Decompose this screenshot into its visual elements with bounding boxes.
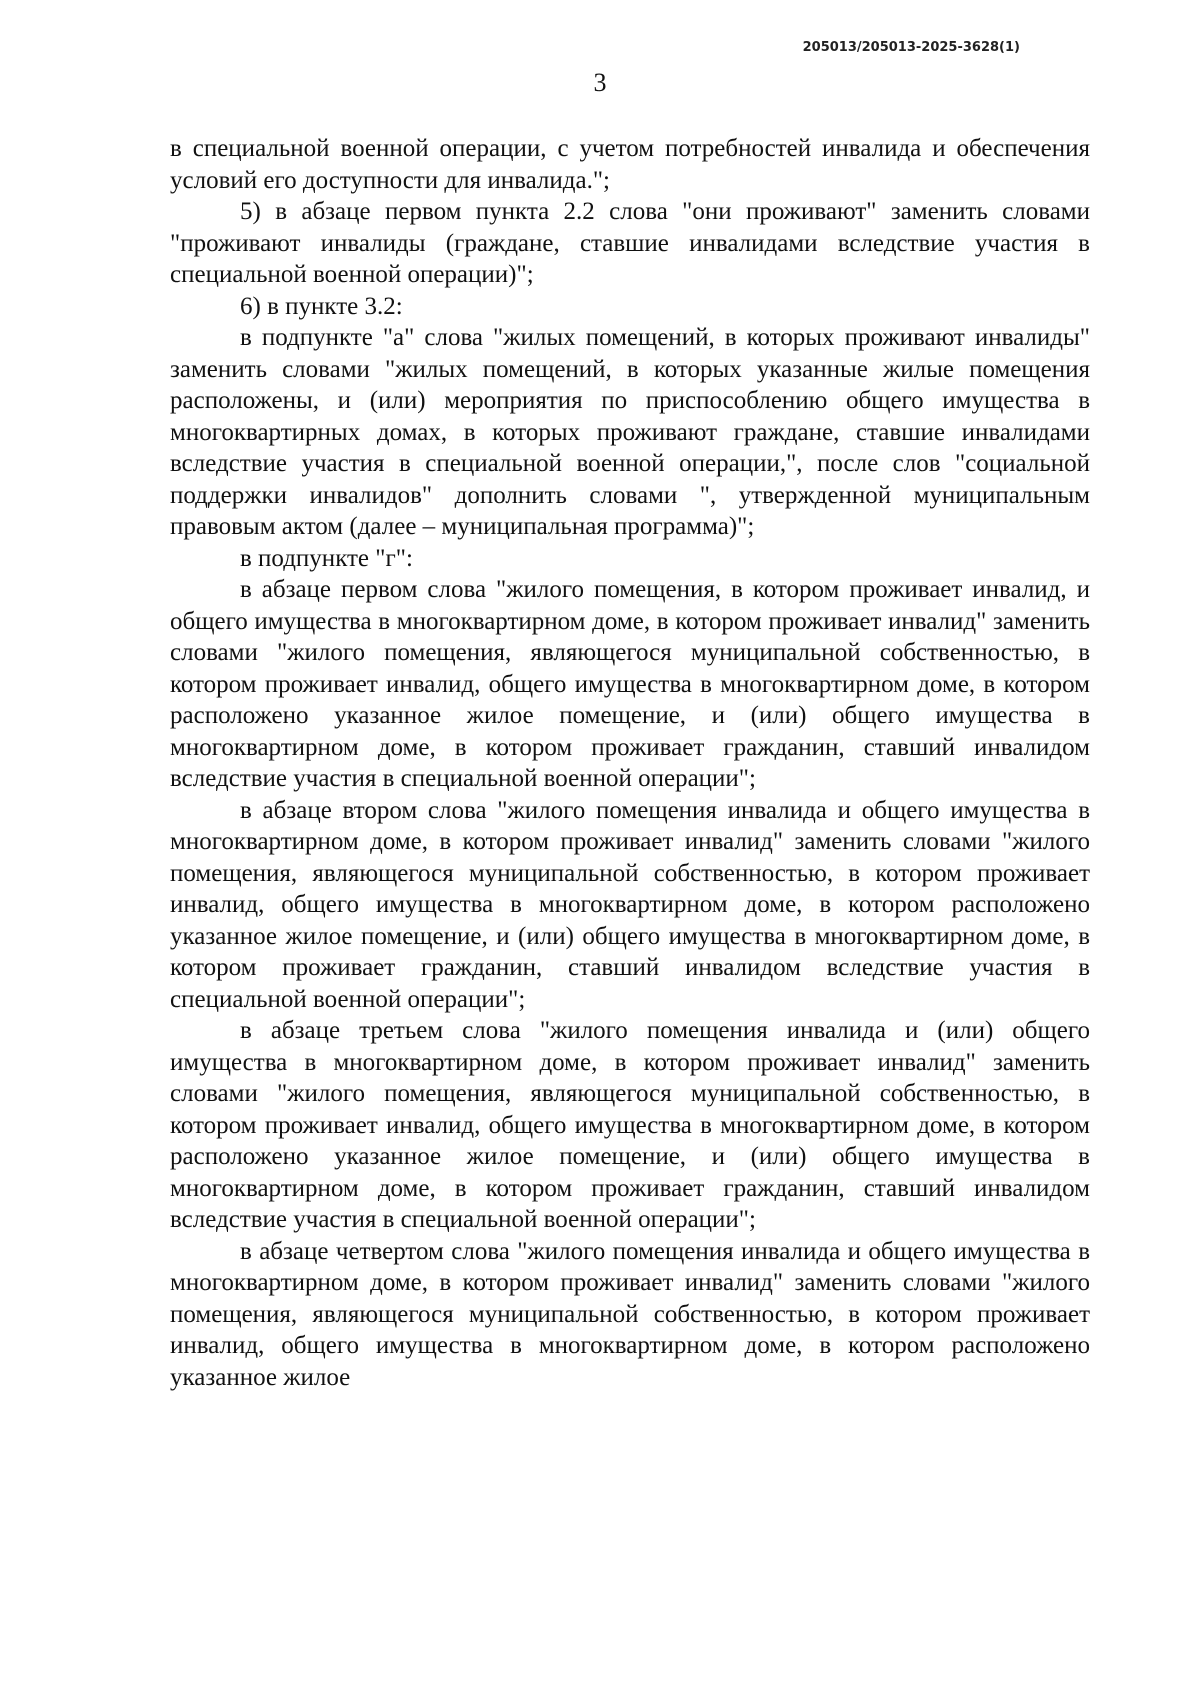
page-number: 3	[593, 68, 607, 97]
paragraph-3: в подпункте "а" слова "жилых помещений, в которых проживают инвалиды" заменить словами "жилых помещений, в которых указанные жилые помещения расположены, и (или) мероприятия по приспособлению общего имущества в многоквартирных домах, в которых проживают граждане, ставшие инвалидами вследствие участия в специальной военной операции,", после слов "социальной поддержки инвалидов" дополнить словами ", утвержденной муниципальным правовым актом (далее – муниципальная программа)";	[170, 324, 1090, 540]
paragraph-7: в абзаце третьем слова "жилого помещения инвалида и (или) общего имущества в многоквартирном доме, в котором проживает инвалид" заменить словами "жилого помещения, являющегося муниципальной собственностью, в котором проживает инвалид, общего имущества в многоквартирном доме, в котором расположено указанное жилое помещение, и (или) общего имущества в многоквартирном доме, в котором проживает гражданин, ставший инвалидом вследствие участия в специальной военной операции";	[170, 1017, 1090, 1233]
paragraph-4: в подпункте "г":	[240, 544, 413, 572]
paragraph-5: в абзаце первом слова "жилого помещения, в котором проживает инвалид, и общего имущества в многоквартирном доме, в котором проживает инвалид" заменить словами "жилого помещения, являющегося муниципальной собственностью, в котором проживает инвалид, общего имущества в многоквартирном доме, в котором расположено указанное жилое помещение, и (или) общего имущества в многоквартирном доме, в котором проживает гражданин, ставший инвалидом вследствие участия в специальной военной операции";	[170, 576, 1090, 792]
paragraph-6: в абзаце втором слова "жилого помещения инвалида и общего имущества в многоквартирном доме, в котором проживает инвалид" заменить словами "жилого помещения, являющегося муниципальной собственностью, в котором проживает инвалид, общего имущества в многоквартирном доме, в котором расположено указанное жилое помещение, и (или) общего имущества в многоквартирном доме, в котором проживает гражданин, ставший инвалидом вследствие участия в специальной военной операции";	[170, 796, 1090, 1013]
document-id: 205013/205013-2025-3628(1)	[802, 40, 1020, 55]
document-body	[170, 133, 1090, 1393]
paragraph-1: 5) в абзаце первом пункта 2.2 слова "они проживают" заменить словами "проживают инвалиды (граждане, ставшие инвалидами вследствие участия в специальной военной операции)";	[170, 198, 1090, 288]
paragraph-2: 6) в пункте 3.2:	[240, 292, 403, 320]
paragraph-8: в абзаце четвертом слова "жилого помещения инвалида и общего имущества в многоквартирном доме, в котором проживает инвалид" заменить словами "жилого помещения, являющегося муниципальной собственностью, в котором проживает инвалид, общего имущества в многоквартирном доме, в котором расположено указанное жилое	[170, 1237, 1090, 1391]
paragraph-0: в специальной военной операции, с учетом потребностей инвалида и обеспечения условий его доступности для инвалида.";	[170, 135, 1090, 194]
